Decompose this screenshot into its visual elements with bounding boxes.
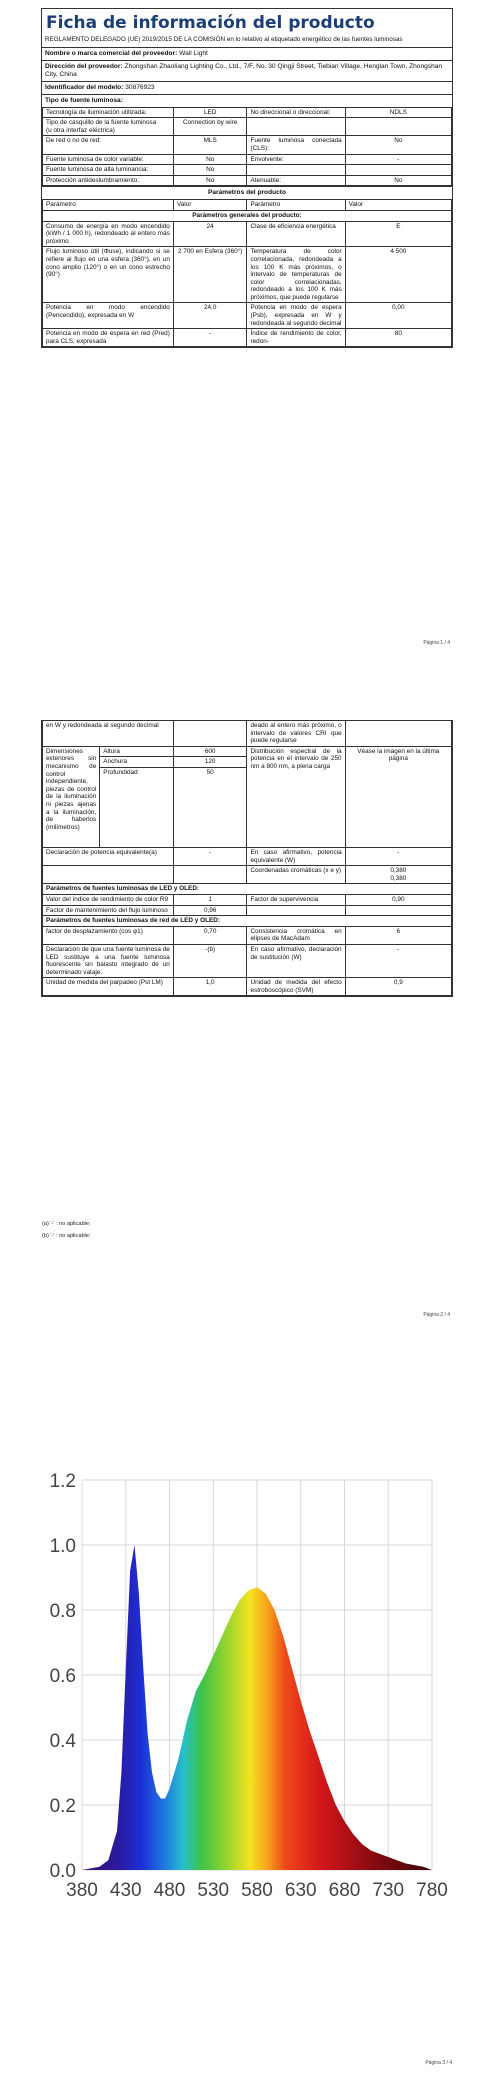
col-header: Parámetro (247, 200, 345, 211)
general-params-header: Parámetros generales del producto: (43, 210, 452, 221)
dimension-value: 120 (173, 757, 247, 768)
table-row (43, 944, 452, 977)
param-value: 0,90 (345, 894, 451, 905)
param-name: Protección antideslumbramiento: (43, 175, 174, 186)
param-name: Potencia en modo de espera en red (Pred) para CLS, expresada (43, 329, 174, 347)
table-row (43, 247, 452, 303)
spectral-value: Véase la imagen en la última página (345, 746, 451, 847)
y-tick-label: 0.0 (49, 1861, 76, 1882)
table-row (43, 905, 452, 916)
y-tick-label: 0.4 (49, 1731, 76, 1752)
param-value: No (173, 175, 247, 186)
param-name: Fuente luminosa conectada (CLS): (247, 136, 345, 154)
param-name: Tecnología de iluminación utilizada: (43, 107, 174, 118)
y-tick-label: 1.0 (49, 1536, 76, 1557)
page-3 (0, 1370, 490, 2076)
param-name: Coordenadas cromáticas (x e y) (247, 866, 345, 884)
param-value: 4 500 (345, 247, 451, 303)
param-name (43, 866, 174, 884)
table-row (43, 136, 452, 154)
table-row (43, 329, 452, 347)
table-row (43, 866, 452, 884)
param-name (247, 905, 345, 916)
param-value: NDLS (345, 107, 451, 118)
column-header-row (43, 200, 452, 211)
dimension-name: Profundidad (100, 767, 174, 847)
param-value: - (345, 847, 451, 865)
param-value (345, 118, 451, 136)
table-row (43, 154, 452, 165)
table-row (43, 721, 452, 747)
param-value (173, 721, 247, 747)
params-table-continued (42, 720, 452, 996)
x-tick-label: 430 (109, 1880, 142, 1901)
param-name: Valor del índice de rendimiento de color R9 (43, 894, 174, 905)
y-axis-ticks (50, 1471, 77, 1882)
footnote-a: (a) '-' : no aplicable; (42, 1221, 91, 1227)
param-name: Fuente luminosa de color variable: (43, 154, 174, 165)
param-value (345, 721, 451, 747)
page-title: Ficha de información del producto (46, 13, 375, 33)
table-row (43, 175, 452, 186)
param-value: 0,380 0,380 (345, 866, 451, 884)
supplier-address-label: Dirección del proveedor: (45, 62, 123, 70)
page-number: Página 3 / 4 (425, 2060, 452, 2066)
param-name: Tipo de casquillo de la fuente luminosa (u otra interfaz eléctrica) (43, 118, 174, 136)
param-value (345, 905, 451, 916)
param-name: Factor de supervivencia (247, 894, 345, 905)
param-name: No direccional o direccional: (247, 107, 345, 118)
footnote-b: (b) '-' : no aplicable; (42, 1233, 91, 1239)
param-name (247, 165, 345, 176)
col-header: Parámetro (43, 200, 174, 211)
param-name: Factor de mantenimiento del flujo luminoso (43, 905, 174, 916)
model-value: 30876923 (125, 83, 155, 91)
param-value: E (345, 221, 451, 247)
param-value (345, 165, 451, 176)
dimension-name: Altura (100, 746, 174, 757)
page-1 (0, 0, 490, 660)
led-params-header: Parámetros de fuentes luminosas de LED y OLED: (43, 884, 452, 895)
product-info-sheet (41, 8, 453, 348)
param-value: No (173, 154, 247, 165)
param-name (247, 118, 345, 136)
param-value: - (173, 847, 247, 865)
y-tick-label: 0.2 (49, 1796, 76, 1817)
param-name: Potencia en modo de espera (Psb), expresada en W y redondeada al segundo decimal (247, 303, 345, 329)
param-name: deado al entero más próximo, o intervalo de valores CRI que puede regularse (247, 721, 345, 747)
params-header: Parámetros del producto (42, 186, 452, 199)
table-row (43, 107, 452, 118)
model-row (42, 81, 452, 94)
product-info-sheet-continued (41, 720, 453, 997)
y-tick-label: 0.8 (49, 1601, 76, 1622)
page-number: Página 2 / 4 (423, 1312, 450, 1318)
type-table (42, 107, 452, 187)
param-value: 2 700 en Esfera (360°) (173, 247, 247, 303)
spectrum-area (82, 1545, 432, 1870)
supplier-address-row (42, 60, 452, 81)
param-name: Potencia en modo encendido (Pencendido), expresada en W (43, 303, 174, 329)
x-tick-label: 730 (372, 1880, 405, 1901)
table-row (43, 746, 452, 757)
param-name: Fuente luminosa de alta luminancia: (43, 165, 174, 176)
param-name: Consistencia cromática en elipses de MacAdam (247, 926, 345, 944)
x-tick-label: 380 (66, 1880, 98, 1901)
param-value: No (173, 165, 247, 176)
param-name: factor de desplazamiento (cos φ1) (43, 926, 174, 944)
param-value: No (345, 136, 451, 154)
y-tick-label: 0.6 (49, 1666, 76, 1687)
param-value: 80 (345, 329, 451, 347)
param-name: Declaración de potencia equivalente(a) (43, 847, 174, 865)
param-value: - (173, 329, 247, 347)
param-name: En caso afirmativo, declaración de sustitución (W) (247, 944, 345, 977)
param-value: 24 (173, 221, 247, 247)
regulation-text: REGLAMENTO DELEGADO (UE) 2019/2015 DE LA COMISIÓN en lo relativo al etiquetado energético de las fuentes luminosas (45, 36, 403, 43)
table-row (43, 894, 452, 905)
param-value: No (345, 175, 451, 186)
param-value: LED (173, 107, 247, 118)
param-value: - (345, 944, 451, 977)
spectral-distribution-chart (40, 1470, 448, 1910)
param-name: Unidad de medida del parpadeo (Pst LM) (43, 978, 174, 996)
y-tick-label: 1.2 (49, 1471, 76, 1492)
param-value: 0,70 (173, 926, 247, 944)
dimension-value: 50 (173, 767, 247, 847)
param-name: Declaración de que una fuente luminosa de LED sustituye a una fuente luminosa fluorescente sin balasto integrado de un determinado vataje. (43, 944, 174, 977)
param-value: Connection by wire (173, 118, 247, 136)
table-row (43, 926, 452, 944)
param-name: Índice de rendimiento de color, redon- (247, 329, 345, 347)
param-value (173, 866, 247, 884)
param-value: -(b) (173, 944, 247, 977)
table-row (43, 118, 452, 136)
dimensions-label: Dimensiones exteriores sin mecanismo de control independiente, piezas de control de la iluminación ni piezas ajenas a la iluminación, de haberlos (milímetros) (43, 746, 100, 847)
param-value: 0,00 (345, 303, 451, 329)
param-name: Unidad de medida del efecto estroboscópico (SVM) (247, 978, 345, 996)
type-header: Tipo de fuente luminosa: (42, 94, 452, 107)
param-value: MLS (173, 136, 247, 154)
spectral-label: Distribución espectral de la potencia en el intervalo de 250 nm a 800 nm, a plena carga (247, 746, 345, 847)
x-tick-label: 680 (328, 1880, 361, 1901)
param-value: 1,0 (173, 978, 247, 996)
table-row (43, 303, 452, 329)
supplier-address-value: Zhongshan Zhaoliang Lighting Co., Ltd., 7/F, No. 30 Qingji Street, Tiebian Village, Henglan Town, Zhongshan City, China (45, 62, 443, 78)
param-name: Envolvente: (247, 154, 345, 165)
dimension-value: 600 (173, 746, 247, 757)
dimension-name: Anchura (100, 757, 174, 768)
x-axis-ticks (66, 1880, 448, 1901)
supplier-name-row (42, 47, 452, 60)
x-tick-label: 630 (284, 1880, 317, 1901)
table-row (43, 847, 452, 865)
model-label: Identificador del modelo: (45, 83, 124, 91)
param-name: De red o no de red: (43, 136, 174, 154)
x-tick-label: 580 (241, 1880, 273, 1901)
table-row (43, 221, 452, 247)
col-header: Valor (345, 200, 451, 211)
param-value: 24,0 (173, 303, 247, 329)
params-table (42, 199, 452, 347)
param-value: - (345, 154, 451, 165)
page-2 (0, 700, 490, 1330)
mains-params-header: Parámetros de fuentes luminosas de red de LED y OLED: (43, 916, 452, 927)
col-header: Valor (173, 200, 247, 211)
page-number: Página 1 / 4 (423, 640, 450, 646)
param-value: 0,96 (173, 905, 247, 916)
param-value: 0,9 (345, 978, 451, 996)
param-name: Flujo luminoso útil (Φuse), indicando si se refiere al flujo en una esfera (360°), en un cono amplio (120°) o en un cono estrecho (90°) (43, 247, 174, 303)
param-name: Atenuable: (247, 175, 345, 186)
supplier-name-label: Nombre o marca comercial del proveedor: (45, 49, 178, 57)
x-tick-label: 780 (416, 1880, 448, 1901)
param-value: 1 (173, 894, 247, 905)
param-name: Temperatura de color correlacionada, redondeada a los 100 K más próximos, o intervalo de temperaturas de color correlacionadas, redondeado a los 100 K más próximos, que puede regularse (247, 247, 345, 303)
param-value: 6 (345, 926, 451, 944)
x-tick-label: 530 (197, 1880, 230, 1901)
table-row (43, 165, 452, 176)
table-row (43, 978, 452, 996)
param-name: Clase de eficiencia energética (247, 221, 345, 247)
supplier-name-value: Wall Light (179, 49, 208, 57)
param-name: Consumo de energía en modo encendido (kWh / 1 000 h), redondeado al entero más próximo (43, 221, 174, 247)
param-name: En caso afirmativo, potencia equivalente (W) (247, 847, 345, 865)
x-tick-label: 480 (153, 1880, 186, 1901)
param-name: en W y redondeada al segundo decimal (43, 721, 174, 747)
